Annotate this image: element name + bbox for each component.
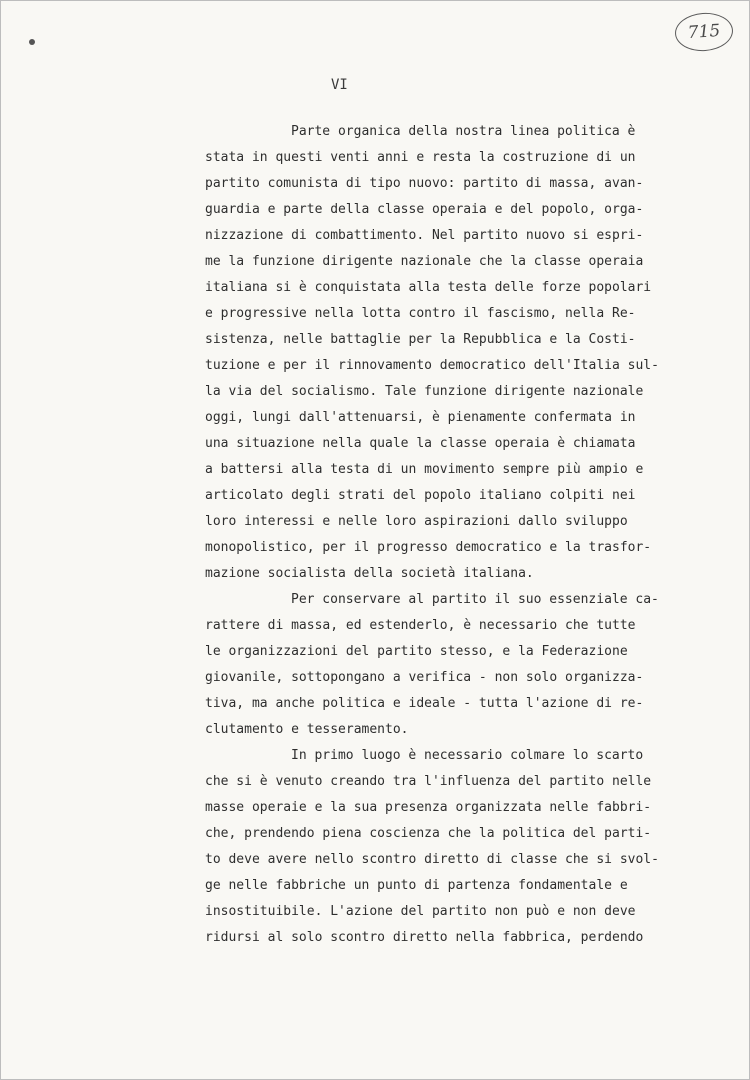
text-line: e progressive nella lotta contro il fascismo, nella Re- — [205, 306, 636, 321]
text-line: la via del socialismo. Tale funzione dirigente nazionale — [205, 384, 644, 399]
text-line: ge nelle fabbriche un punto di partenza fondamentale e — [205, 878, 628, 893]
text-line: Parte organica della nostra linea politica è — [291, 124, 636, 139]
text-line: una situazione nella quale la classe operaia è chiamata — [205, 436, 636, 451]
text-line: guardia e parte della classe operaia e del popolo, orga- — [205, 202, 644, 217]
text-line: clutamento e tesseramento. — [205, 722, 409, 737]
text-line: masse operaie e la sua presenza organizzata nelle fabbri- — [205, 800, 652, 815]
text-line: le organizzazioni del partito stesso, e la Federazione — [205, 644, 628, 659]
text-line: ridursi al solo scontro diretto nella fabbrica, perdendo — [205, 930, 644, 945]
text-line: giovanile, sottopongano a verifica - non solo organizza- — [205, 670, 644, 685]
text-line: articolato degli strati del popolo italiano colpiti nei — [205, 488, 636, 503]
text-line: sistenza, nelle battaglie per la Repubblica e la Costi- — [205, 332, 636, 347]
text-line: italiana si è conquistata alla testa delle forze popolari — [205, 280, 652, 295]
text-line: nizzazione di combattimento. Nel partito nuovo si espri- — [205, 228, 644, 243]
text-line: Per conservare al partito il suo essenziale ca- — [291, 592, 659, 607]
text-line: insostituibile. L'azione del partito non può e non deve — [205, 904, 636, 919]
text-line: a battersi alla testa di un movimento sempre più ampio e — [205, 462, 644, 477]
text-line: loro interessi e nelle loro aspirazioni dallo sviluppo — [205, 514, 628, 529]
text-line: me la funzione dirigente nazionale che la classe operaia — [205, 254, 644, 269]
body-text — [205, 119, 729, 951]
text-line: tuzione e per il rinnovamento democratico dell'Italia sul- — [205, 358, 659, 373]
text-line: oggi, lungi dall'attenuarsi, è pienamente confermata in — [205, 410, 636, 425]
text-line: rattere di massa, ed estenderlo, è necessario che tutte — [205, 618, 636, 633]
text-line: monopolistico, per il progresso democratico e la trasfor- — [205, 540, 652, 555]
text-line: che si è venuto creando tra l'influenza del partito nelle — [205, 774, 652, 789]
text-line: mazione socialista della società italiana. — [205, 566, 534, 581]
text-line: tiva, ma anche politica e ideale - tutta l'azione di re- — [205, 696, 644, 711]
archive-stamp: 715 — [674, 11, 735, 53]
text-line: che, prendendo piena coscienza che la politica del parti- — [205, 826, 652, 841]
text-line: stata in questi venti anni e resta la costruzione di un — [205, 150, 636, 165]
ink-mark — [29, 39, 35, 45]
text-line: In primo luogo è necessario colmare lo scarto — [291, 748, 644, 763]
page-number: VI — [331, 77, 348, 93]
text-line: to deve avere nello scontro diretto di classe che si svol- — [205, 852, 659, 867]
text-line: partito comunista di tipo nuovo: partito di massa, avan- — [205, 176, 644, 191]
